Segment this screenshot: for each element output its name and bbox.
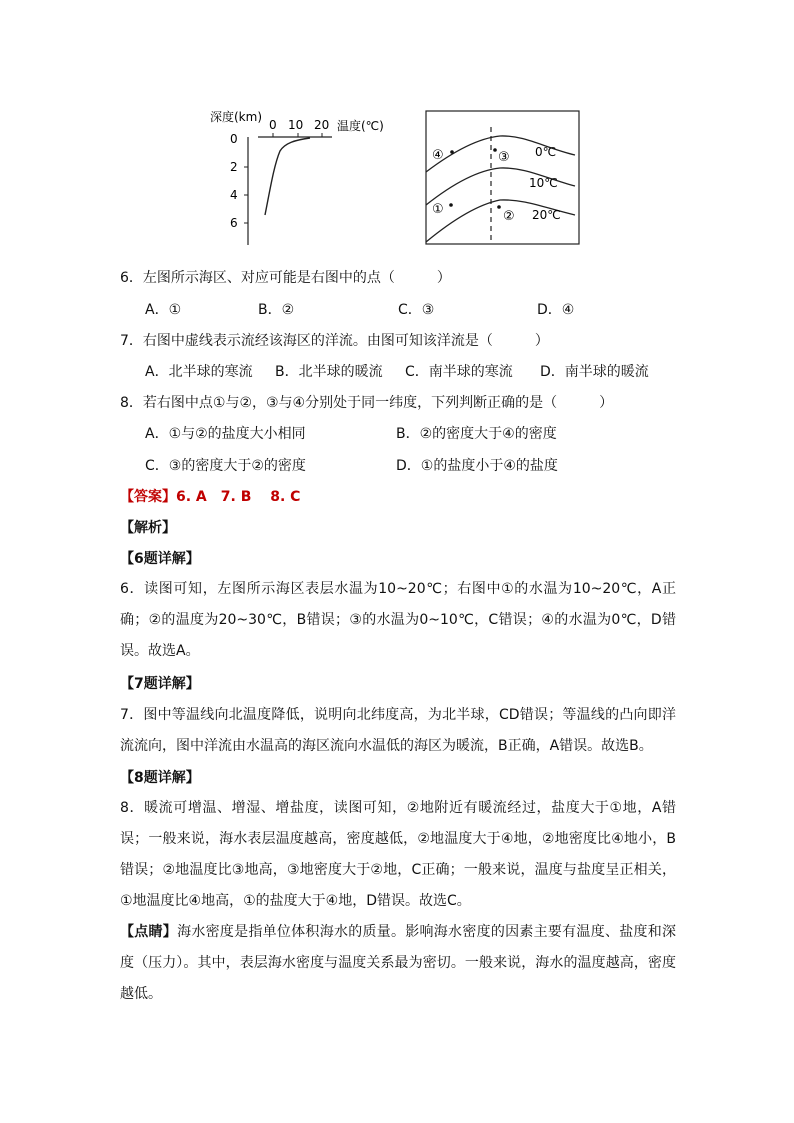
question-7-option-b: B．北半球的暖流 <box>275 364 383 380</box>
question-6-option-d: D．④ <box>537 302 575 318</box>
answer-tag: 【答案】 <box>120 489 176 505</box>
detail-7-text: 7．图中等温线向北温度降低，说明向北纬度高，为北半球，CD错误；等温线的凸向即洋流流向，图中洋流由水温高的海区流向水温低的海区为暖流，B正确，A错误。故选B。 <box>120 707 676 754</box>
point-label: ③ <box>498 150 510 165</box>
x-tick-label: 0 <box>269 118 277 132</box>
tip-tag: 【点睛】 <box>120 924 178 940</box>
point-label: ④ <box>432 148 444 163</box>
y-tick-label: 2 <box>230 160 238 174</box>
question-6-option-c: C．③ <box>398 302 435 318</box>
point-label: ① <box>432 202 444 217</box>
temperature-axis-label: 温度(℃) <box>337 119 384 133</box>
question-6-stem: 6．左图所示海区、对应可能是右图中的点（ ） <box>120 270 451 286</box>
question-6-option-b: B．② <box>258 302 295 318</box>
y-tick-label: 4 <box>230 188 238 202</box>
analysis-heading: 【解析】 <box>120 520 176 536</box>
question-7-stem: 7．右图中虚线表示流经该海区的洋流。由图可知该洋流是（ ） <box>120 333 549 349</box>
point-marker <box>449 203 453 207</box>
depth-axis-label: 深度(km) <box>210 110 263 124</box>
question-7-option-d: D．南半球的暖流 <box>540 364 649 380</box>
isotherm-label: 20℃ <box>532 208 561 222</box>
question-8-stem: 8．若右图中点①与②，③与④分别处于同一纬度，下列判断正确的是（ ） <box>120 395 614 411</box>
x-tick-label: 10 <box>288 118 304 132</box>
isotherm-label: 0℃ <box>535 145 557 159</box>
question-8-option-a: A．①与②的盐度大小相同 <box>145 426 306 442</box>
detail-6-heading: 【6题详解】 <box>120 551 200 567</box>
point-marker <box>493 148 497 152</box>
question-8-option-d: D．①的盐度小于④的盐度 <box>396 458 558 474</box>
y-tick-label: 0 <box>230 132 238 146</box>
tip-paragraph <box>120 917 676 1010</box>
answer-text: 6. A 7. B 8. C <box>176 489 301 505</box>
question-7-option-c: C．南半球的寒流 <box>405 364 513 380</box>
detail-6-text: 6．读图可知，左图所示海区表层水温为10~20℃；右图中①的水温为10~20℃，A正确；②的温度为20~30℃，B错误；③的水温为0~10℃，C错误；④的水温为0℃，D错误。故选A。 <box>120 581 676 659</box>
tip-text: 海水密度是指单位体积海水的质量。影响海水密度的因素主要有温度、盐度和深度（压力）。其中，表层海水密度与温度关系最为密切。一般来说，海水的温度越高，密度越低。 <box>120 924 677 1002</box>
detail-8-text: 8．暖流可增温、增湿、增盐度，读图可知，②地附近有暖流经过，盐度大于①地，A错误；一般来说，海水表层温度越高，密度越低，②地温度大于④地，②地密度比④地小，B错误；②地温度比③地高，③地密度大于②地，C正确；一般来说，温度与盐度呈正相关，①地温度比④地高，①的盐度大于④地，D错误。故选C。 <box>120 800 676 909</box>
point-label: ② <box>503 209 515 224</box>
point-marker <box>450 150 454 154</box>
answer-line <box>120 487 300 507</box>
isotherm-map <box>425 110 580 250</box>
y-tick-label: 6 <box>230 216 238 230</box>
question-8-option-b: B．②的密度大于④的密度 <box>396 426 557 442</box>
temperature-profile-curve <box>265 138 310 215</box>
question-6-option-a: A．① <box>145 302 182 318</box>
isotherm-label: 10℃ <box>529 176 558 190</box>
depth-temperature-chart <box>200 105 400 250</box>
x-tick-label: 20 <box>314 118 330 132</box>
detail-8-heading: 【8题详解】 <box>120 770 200 786</box>
detail-7-heading: 【7题详解】 <box>120 676 200 692</box>
question-8-option-c: C．③的密度大于②的密度 <box>145 458 306 474</box>
question-7-option-a: A．北半球的寒流 <box>145 364 253 380</box>
point-marker <box>497 205 501 209</box>
